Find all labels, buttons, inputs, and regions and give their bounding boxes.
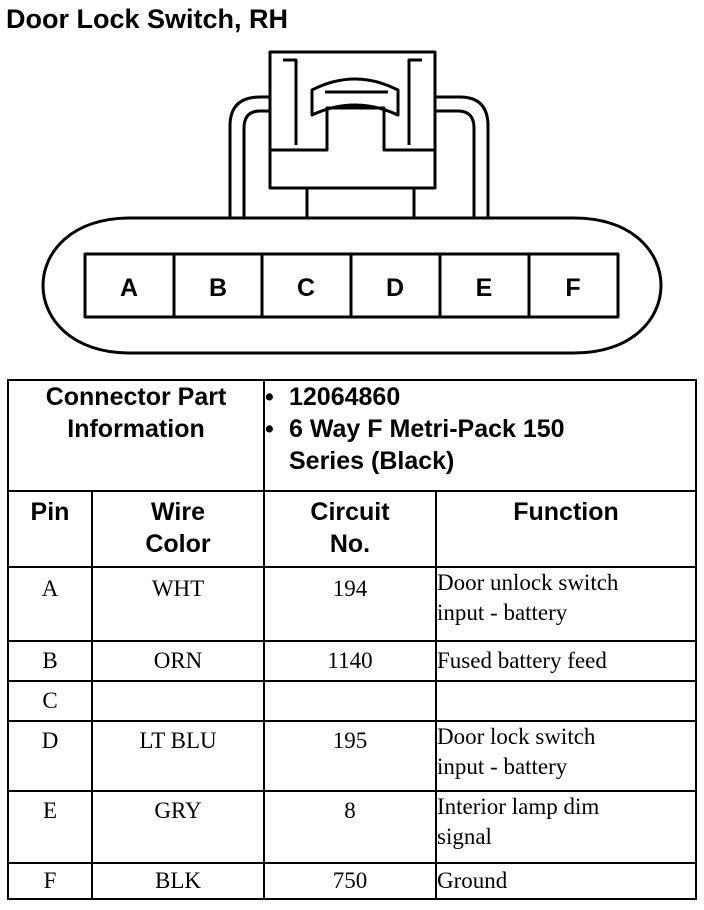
col-header-circuit-no: Circuit No.	[264, 491, 436, 567]
table-row: C	[8, 681, 696, 721]
col-header-wire-color: Wire Color	[92, 491, 264, 567]
pinout-table	[7, 379, 697, 900]
column-header-row	[8, 491, 696, 567]
connector-diagram	[0, 0, 704, 370]
connector-type-item-cont: Series (Black)	[289, 447, 455, 475]
pin-label-f: F	[565, 274, 581, 302]
part-info-row	[8, 380, 696, 491]
pin-label-a: A	[119, 274, 139, 302]
pin-label-c: C	[296, 274, 316, 302]
part-info-label: Connector Part Information	[8, 380, 264, 491]
col-header-pin: Pin	[8, 491, 92, 567]
table-row: F BLK 750 Ground	[8, 863, 696, 899]
bullet-icon: •	[265, 415, 274, 443]
part-info-values	[264, 380, 696, 491]
bullet-icon: •	[265, 383, 274, 411]
table-row: A WHT 194 Door unlock switch input - battery	[8, 567, 696, 641]
connector-type-item: • 6 Way F Metri-Pack 150	[265, 415, 565, 443]
part-number-item: • 12064860	[265, 383, 401, 411]
pin-label-b: B	[208, 274, 228, 302]
pin-label-d: D	[385, 274, 405, 302]
table-row: B ORN 1140 Fused battery feed	[8, 641, 696, 681]
page-title: Door Lock Switch, RH	[6, 4, 289, 34]
table-row: E GRY 8 Interior lamp dim signal	[8, 791, 696, 863]
table-row: D LT BLU 195 Door lock switch input - battery	[8, 721, 696, 791]
pin-label-e: E	[475, 274, 493, 302]
col-header-function: Function	[436, 491, 696, 567]
